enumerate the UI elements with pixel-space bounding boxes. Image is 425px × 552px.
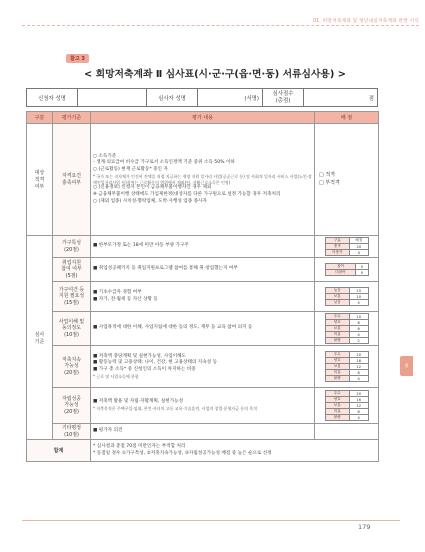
score-cell: 16 [349,358,368,364]
score-cell: 4 [349,415,368,421]
score-cell: 배점 [350,238,368,244]
score-cell: 6 [349,326,368,332]
self-reliance-note: * 저축목적은 주택구입·임대, 본인·자녀의 고등 교육·기술훈련, 사업의 창업·운영자금 등의 목적 [93,405,258,411]
score-job-support [315,258,379,282]
score-cell: 불량 [325,338,349,344]
applicant-name-field[interactable] [78,89,147,107]
score-cell: 8 [349,320,368,326]
score-cell: 12 [349,364,368,370]
eligibility-category: 대상 적격 여부 [27,124,53,236]
score-savings-sustain [315,346,379,388]
criterion-self-reliance: 자립성공 가능성 (20점) [53,388,91,424]
score-cell: 보통 [325,294,349,300]
score-cell: 20 [349,391,368,397]
score-cell: 12 [349,403,368,409]
score-cell: 미흡 [325,332,349,338]
score-mini-table [325,313,369,344]
content-other: ■ 평가자 의견 [91,424,315,440]
score-cell: 2 [349,338,368,344]
footer-rule [22,520,400,521]
header-criterion: 평가기준 [53,112,91,124]
score-cell: 5 [356,264,368,270]
eligibility-line: ※ 금융채무불이행 상태에도 가입제한정(대상자를 다른 가구원으로 설정 가능할 경우 저축처리 [93,191,281,197]
eligibility-options [315,124,379,236]
side-tab-label: 별 [404,363,409,368]
option-eligible-checkbox[interactable]: □ 적격 [319,172,335,178]
score-cell: 보통 [325,364,349,370]
score-cell: 10 [349,294,368,300]
score-cell: 20 [349,352,368,358]
score-cell: 0 [356,270,368,276]
total-note: * 심사결과 총점 70점 미만인자는 부적합 처리 [93,443,186,449]
score-cell: 불량 [325,376,349,382]
total-notes [91,440,379,462]
score-cell: 4 [349,332,368,338]
score-cell: 5 [349,300,368,306]
eligibility-line: ○ (근로활동) 현재 근로활동* 중인 자 [93,167,168,173]
score-cell: 보통 [325,326,349,332]
content-understanding: ■ 사업목적에 대한 이해, 사업지침에 대한 동의 정도, 재무 등 교육 참여 의지 등 [91,312,315,346]
score-cell: 4 [349,376,368,382]
criterion-understanding: 사업이해 및 동의정도 (10점) [53,312,91,346]
score-cell: 양호 [325,397,349,403]
score-cell: 낮음 [325,300,349,306]
eligibility-line: ○ (신용정보) 신청자 본인이 금융채무불이행자인 경우 제외 [93,185,212,191]
eligibility-line: ○ (제외 업종) 사치성·향락업체, 도박·사행성 업종 종사자 [93,198,207,204]
score-total-field[interactable]: 점 [304,89,378,107]
content-support-need: ■ 기초수급자 경험 여부 ■ 자가, 전·월세 등 자산 상황 등 [91,282,315,312]
self-reliance-text: ■ 저축액 활용 및 자립·자활계획, 실현가능성 [93,399,184,405]
eligibility-line: ○ 소득기준 [93,153,117,159]
total-label: 합계 [27,440,91,462]
eligibility-criterion: 자격요건 충족여부 [53,124,91,236]
score-mini-table [325,263,369,276]
score-cell: 미참여 [325,270,356,276]
content-savings-sustain [91,346,315,388]
header-score: 배 점 [315,112,379,124]
eligibility-line: - 생계·의료급여 비수급 가구로서 소득인정액 기준 중위 소득 50% 이하 [93,160,235,166]
page-number: 179 [358,523,371,531]
score-cell: 양호 [325,358,349,364]
review-category: 심사 기준 [27,236,53,440]
reference-badge: 참고 3 [66,54,89,63]
criterion-other: 기타평정 (10점) [53,424,91,440]
page-title: < 희망저축계좌 Ⅱ 심사표(시·군·구(읍·면·동) 서류심사용) > [84,69,346,80]
header-rule [22,25,419,26]
score-cell: 8 [349,370,368,376]
savings-sustain-note: * 근로 및 사업소득에 한함 [93,373,139,379]
score-mini-table [325,390,369,421]
score-cell: 미충족 [325,250,350,256]
score-cell: 20 [350,244,368,250]
score-cell: 8 [349,409,368,415]
score-cell: 보통 [325,403,349,409]
score-cell: 16 [349,397,368,403]
criterion-job-support: 취업지원 참여 여부 (5점) [53,258,91,282]
score-cell: 충족 [325,244,350,250]
score-other-field[interactable] [315,424,379,440]
score-self-reliance [315,388,379,424]
content-household: ■ 한부모가정 또는 18세 미만 아동 부양 가구주 [91,236,315,258]
criterion-support-need: 가구여건 등 지원 필요성 (15점) [53,282,91,312]
score-household [315,236,379,258]
score-mini-table [325,287,369,306]
score-cell: 불량 [325,415,349,421]
total-note: * 동점일 경우 ①가구특성, ②저축지속가능성, ③자립성공가능성 배점 중 높은 순으로 선정 [93,450,272,456]
score-cell: 미흡 [325,409,349,415]
eligibility-note: * 국가 또는 지자체가 인건비 전액을 직접 지급하는 재정 지원 일자리 사업(공공근로 등) 및 사회적 일자리 서비스 사업(노인·장애인일자리사업 등)참여는 근로활동의 범위에서 제외(단, 자활근로소득은 인정) [93,173,312,185]
score-support-need [315,282,379,312]
score-cell: 미흡 [325,370,349,376]
header-category: 구분 [27,112,53,124]
criterion-savings-sustain: 저축지속 가능성 (20점) [53,346,91,388]
section-header: 01. 희망저축계좌 및 청년내일저축계좌 관련 서식 [313,19,419,24]
score-understanding [315,312,379,346]
review-criteria-table [26,111,379,462]
score-cell: 10 [349,314,368,320]
score-cell: 양호 [325,320,349,326]
criterion-household: 가구특성 (20점) [53,236,91,258]
score-cell: 0 [350,250,368,256]
eligibility-content [91,124,315,236]
reviewer-sign-field[interactable]: (서명) [198,89,263,107]
savings-sustain-text: ■ 저축액 충당계획 및 실현가능성, 사업이해도 ■ 활동능력 및 고용상태: 나이, 건강, 현 고용상태의 지속성 등 ■ 가구 총 소득* 중 신청인의 소득이 차지하는 비중 [93,353,218,372]
score-cell: 우수 [325,391,349,397]
score-cell: 구분 [325,238,350,244]
score-mini-table [325,237,369,256]
reviewer-info-table [26,88,378,107]
content-job-support: ■ 취업성공패키지 등 취업지원프로그램 참여를 통해 취·창업했는지 여부 [91,258,315,282]
option-ineligible-checkbox[interactable]: □ 부적격 [319,179,340,186]
chapter-side-tab [400,356,413,376]
score-cell: 우수 [325,314,349,320]
header-content: 평가 내용 [91,112,315,124]
score-cell: 높음 [325,288,349,294]
content-self-reliance [91,388,315,424]
score-cell: 참여 [325,264,356,270]
score-mini-table [325,351,369,382]
score-cell: 우수 [325,352,349,358]
applicant-name-label: 신청자 성명 [27,89,78,107]
reviewer-name-label: 심사자 성명 [147,89,198,107]
score-cell: 15 [349,288,368,294]
score-total-label: 심사점수 (총점) [263,89,304,107]
